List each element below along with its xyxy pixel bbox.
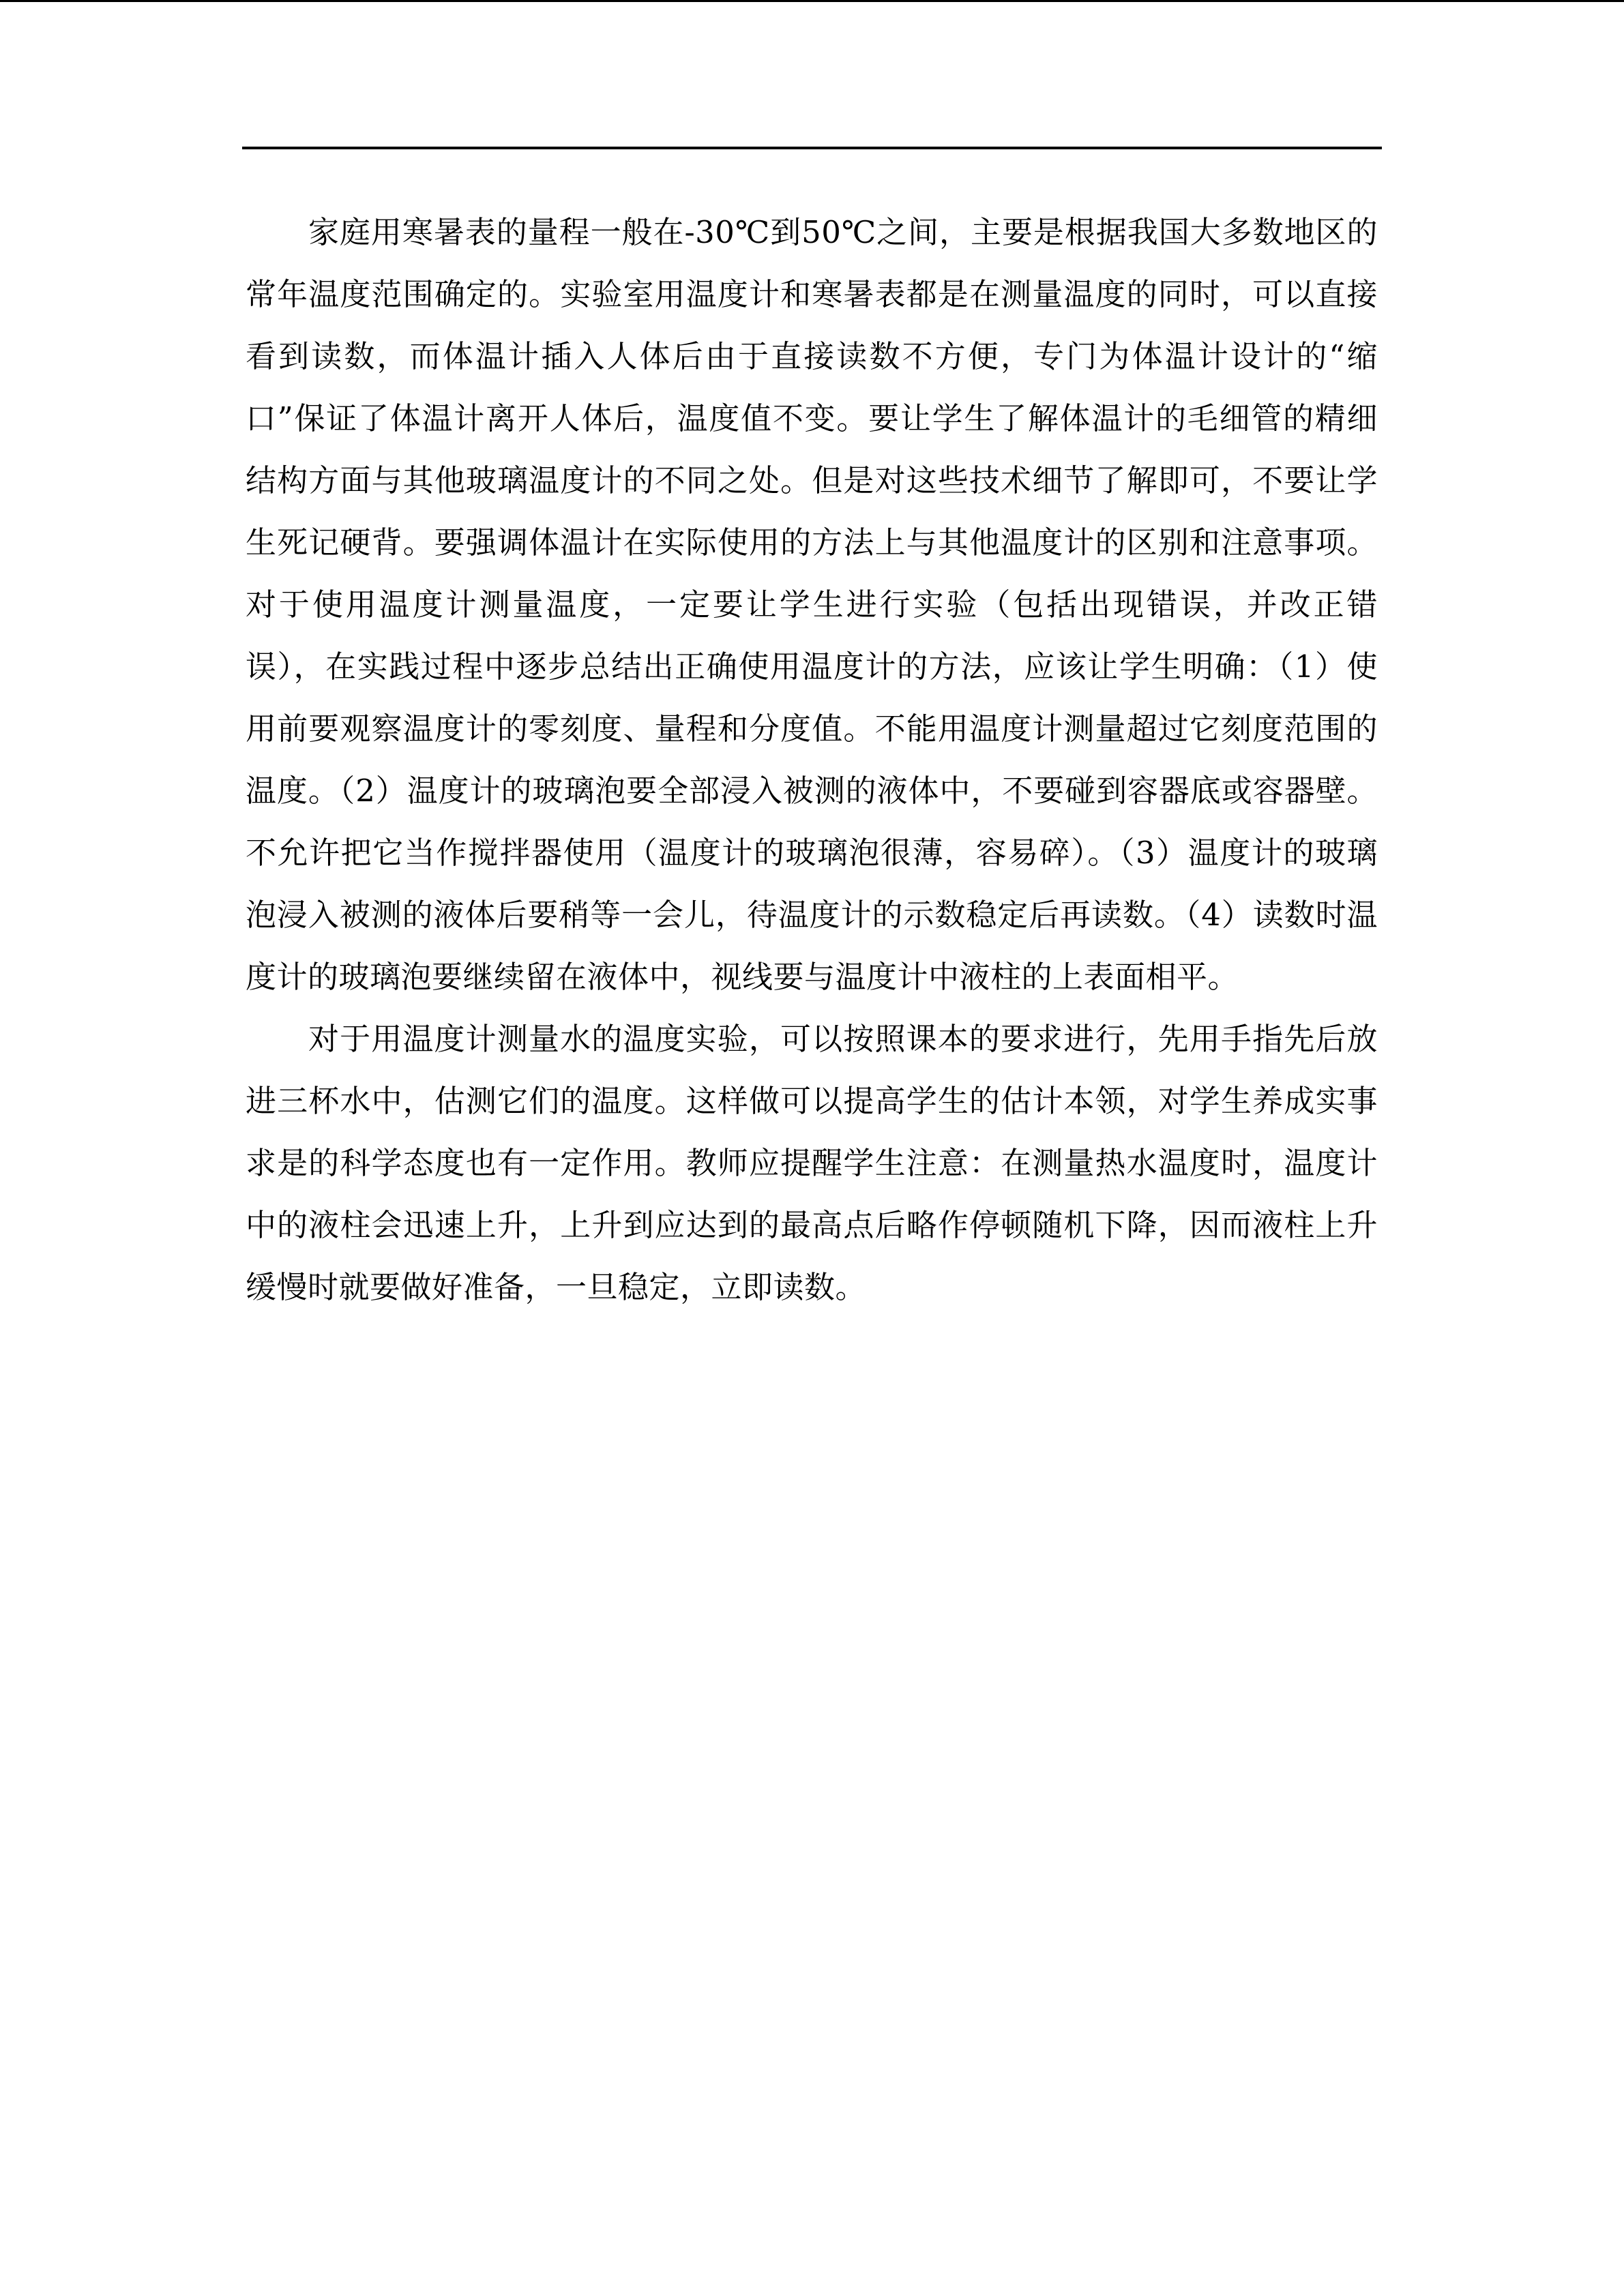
paragraph-thermometer-usage: 家庭用寒暑表的量程一般在-30℃到50℃之间，主要是根据我国大多数地区的常年温度范围确定的。实验室用温度计和寒暑表都是在测量温度的同时，可以直接看到读数，而体温计插入人体后由于直接读数不方便，专门为体温计设计的“缩口”保证了体温计离开人体后，温度值不变。要让学生了解体温计的毛细管的精细结构方面与其他玻璃温度计的不同之处。但是对这些技术细节了解即可，不要让学生死记硬背。要强调体温计在实际使用的方法上与其他温度计的区别和注意事项。对于使用温度计测量温度，一定要让学生进行实验（包括出现错误，并改正错误），在实践过程中逐步总结出正确使用温度计的方法，应该让学生明确：（1）使用前要观察温度计的零刻度、量程和分度值。不能用温度计测量超过它刻度范围的温度。（2）温度计的玻璃泡要全部浸入被测的液体中，不要碰到容器底或容器壁。不允许把它当作搅拌器使用（温度计的玻璃泡很薄，容易碎）。（3）温度计的玻璃泡浸入被测的液体后要稍等一会儿，待温度计的示数稳定后再读数。（4）读数时温度计的玻璃泡要继续留在液体中，视线要与温度计中液柱的上表面相平。 [246, 214, 1378, 995]
document-body [246, 201, 1378, 1318]
page-top-border [0, 0, 1624, 2]
paragraph-water-temperature-experiment: 对于用温度计测量水的温度实验，可以按照课本的要求进行，先用手指先后放进三杯水中，估测它们的温度。这样做可以提高学生的估计本领，对学生养成实事求是的科学态度也有一定作用。教师应提醒学生注意：在测量热水温度时，温度计中的液柱会迅速上升，上升到应达到的最高点后略作停顿随机下降，因而液柱上升缓慢时就要做好准备，一旦稳定，立即读数。 [246, 1021, 1378, 1305]
header-rule [242, 147, 1382, 149]
